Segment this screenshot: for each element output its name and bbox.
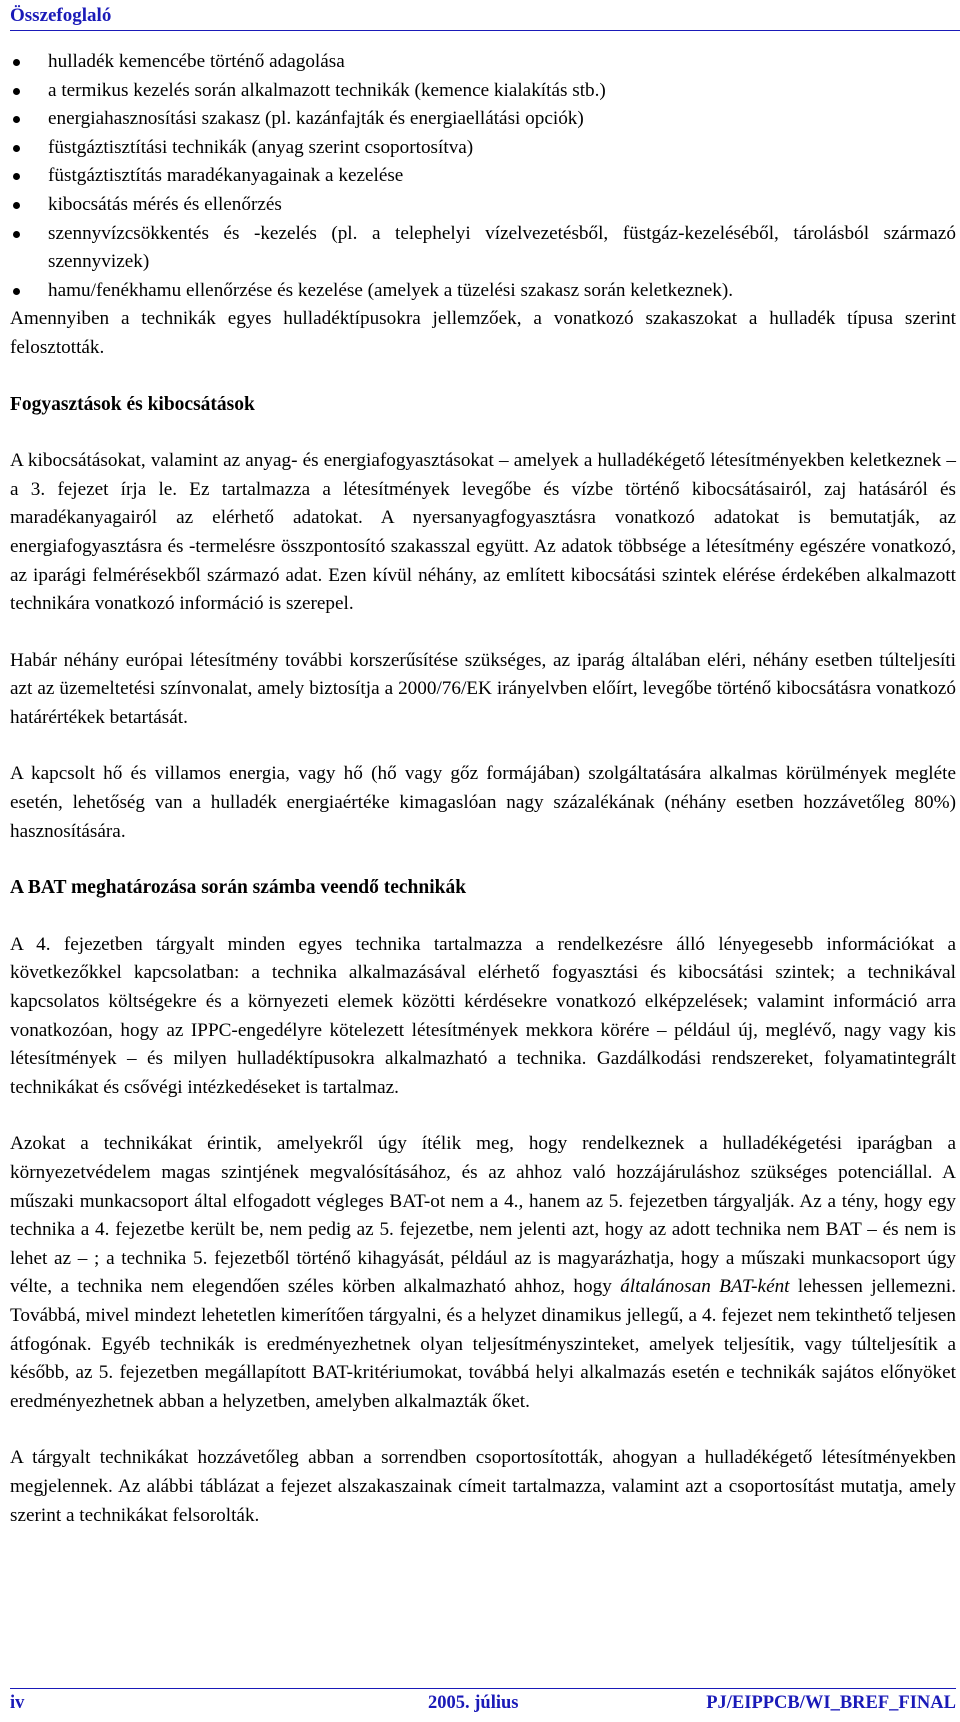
footer-date: 2005. július: [428, 1693, 519, 1713]
intro-paragraph: Amennyiben a technikák egyes hulladéktípusokra jellemzőek, a vonatkozó szakaszokat a hulladék típusa szerint felosztották.: [10, 308, 956, 358]
bullet-icon: [13, 145, 20, 152]
list-item: füstgáztisztítás maradékanyagainak a kezelése: [10, 162, 956, 191]
document-id: PJ/EIPPCB/WI_BREF_FINAL: [706, 1693, 956, 1713]
bullet-icon: [13, 88, 20, 95]
paragraph: Habár néhány európai létesítmény további korszerűsítése szükséges, az iparág általában eléri, néhány esetben túlteljesíti azt az üzemeltetési színvonalat, amely biztosítja a 2000/76/EK irányelvben előírt, levegőbe történő kibocsátásra vonatkozó határértékek betartását.: [10, 649, 956, 728]
list-item: kibocsátás mérés és ellenőrzés: [10, 191, 956, 220]
bullet-icon: [13, 173, 20, 180]
bullet-icon: [13, 202, 20, 209]
paragraph: A kapcsolt hő és villamos energia, vagy hő (hő vagy gőz formájában) szolgáltatására alkalmas körülmények megléte esetén, lehetőség van a hulladék energiaértéke kimagaslóan nagy százalékának (néhány esetben hozzávetőleg 80%) hasznosítására.: [10, 763, 956, 842]
bullet-icon: [13, 116, 20, 123]
list-item: energiahasznosítási szakasz (pl. kazánfajták és energiaellátási opciók): [10, 105, 956, 134]
page-footer: [10, 1688, 956, 1719]
paragraph: Azokat a technikákat érintik, amelyekről úgy ítélik meg, hogy rendelkeznek a hulladékégetési iparágban a környezetvédelem magas szintjének megvalósításához, és az ahhoz való hozzájáruláshoz szükséges potenciállal. A műszaki munkacsoport által elfogadott végleges BAT-ot nem a 4., hanem az 5. fejezetben tárgyalják. Az a tény, hogy egy technika a 4. fejezetbe került be, nem pedig az 5. fejezetbe, nem jelenti azt, hogy az adott technika nem BAT – és nem is lehet az – ; a technika 5. fejezetből történő kihagyását, például az is magyarázhatja, hogy a műszaki munkacsoport úgy vélte, a technika nem elegendően széles körben alkalmazható ahhoz, hogy általánosan BAT-ként lehessen jellemezni. Továbbá, mivel mindezt lehetetlen kimerítően tárgyalni, és a helyzet dinamikus jellegű, a 4. fejezet nem tekinthető teljesen átfogónak. Egyéb technikák is eredményezhetnek olyan teljesítményszinteket, amelyek teljesítik, vagy túlteljesítik a később, az 5. fejezetben megállapított BAT-kritériumokat, továbbá helyi alkalmazás esetén e technikák sajátos előnyöket eredményezhetnek abban a helyzetben, amelyben alkalmazták őket.: [10, 1133, 956, 1412]
bullet-icon: [13, 59, 20, 66]
list-item: a termikus kezelés során alkalmazott technikák (kemence kialakítás stb.): [10, 77, 956, 106]
bullet-icon: [13, 288, 20, 295]
list-item: hulladék kemencébe történő adagolása: [10, 48, 956, 77]
list-item: füstgáztisztítási technikák (anyag szerint csoportosítva): [10, 134, 956, 163]
emphasis-text: általánosan BAT-ként: [620, 1276, 790, 1298]
paragraph: A 4. fejezetben tárgyalt minden egyes technika tartalmazza a rendelkezésre álló lényegesebb információkat a következőkkel kapcsolatban: a technika alkalmazásával elérhető fogyasztási és kibocsátási szintek; a technikával kapcsolatos költségekre és a környezeti elemek közötti kérdésekre vonatkozó elképzelések; valamint információ arra vonatkozóan, hogy az IPPC-engedélyre kötelezett létesítmények mekkora körére – például új, meglévő, nagy vagy kis létesítmények – és milyen hulladéktípusokra alkalmazható a technika. Gazdálkodási rendszereket, folyamatintegrált technikákat és csővégi intézkedéseket is tartalmaz.: [10, 933, 956, 1098]
list-item: hamu/fenékhamu ellenőrzése és kezelése (amelyek a tüzelési szakasz során keletkeznek).: [10, 277, 956, 306]
page-content: [10, 48, 956, 1530]
page-header: [10, 4, 960, 31]
list-item: szennyvízcsökkentés és -kezelés (pl. a telephelyi vízelvezetésből, füstgáz-kezeléséből, tárolásból származó szennyvizek): [10, 220, 956, 277]
bullet-list: [10, 48, 956, 305]
section-heading-consumption: Fogyasztások és kibocsátások: [10, 393, 255, 415]
paragraph: A kibocsátásokat, valamint az anyag- és energiafogyasztásokat – amelyek a hulladékégető létesítményekben keletkeznek – a 3. fejezet írja le. Ez tartalmazza a létesítmények levegőbe és vízbe történő kibocsátásairól, zaj hatásáról és maradékanyagairól az elérhető adatokat. A nyersanyagfogyasztásra vonatkozó adatokat is bemutatják, az energiafogyasztásra és -termelésre összpontosító szakasszal együtt. Az adatok többsége a létesítmény egészére vonatkozó, az iparági felmérésekből származó adat. Ezen kívül néhány, az említett kibocsátási szintek elérése érdekében alkalmazott technikára vonatkozó információ is szerepel.: [10, 450, 956, 615]
paragraph: A tárgyalt technikákat hozzávetőleg abban a sorrendben csoportosították, ahogyan a hulladékégető létesítményekben megjelennek. Az alábbi táblázat a fejezet alszakaszainak címeit tartalmazza, valamint azt a csoportosítást mutatja, amely szerint a technikákat felsorolták.: [10, 1447, 956, 1526]
bullet-icon: [13, 231, 20, 238]
section-heading-bat: A BAT meghatározása során számba veendő technikák: [10, 877, 467, 899]
header-title: Összefoglaló: [10, 5, 112, 26]
page-number: iv: [10, 1693, 25, 1713]
